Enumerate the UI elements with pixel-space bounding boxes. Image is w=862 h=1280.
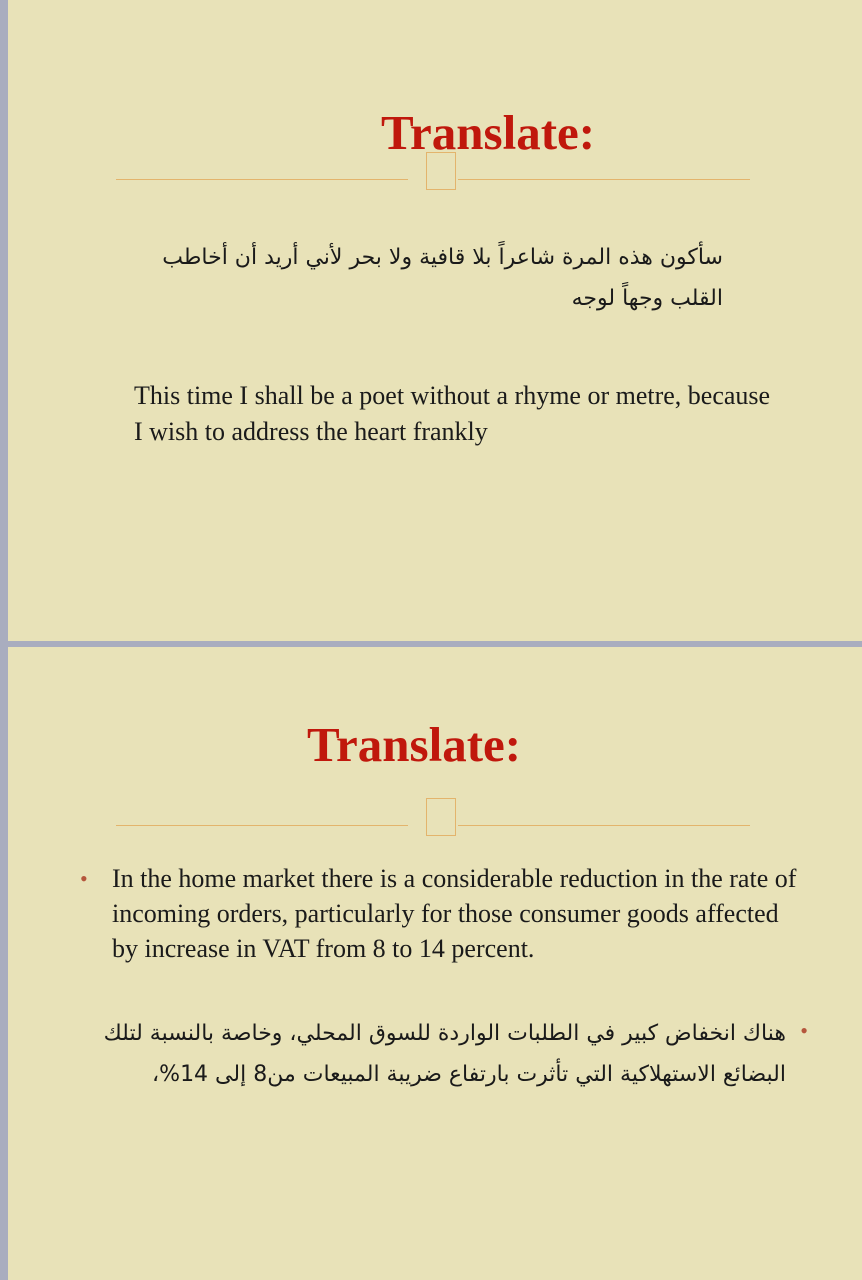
bullet-text: In the home market there is a considerable reduction in the rate of incoming orders, particularly for those consumer goods affected by increase in VAT from 8 to 14 percent. [112, 864, 797, 963]
english-translation-text: This time I shall be a poet without a rhyme or metre, because I wish to address the heart frankly [134, 381, 771, 446]
slide-2 [8, 647, 862, 1280]
title-divider [116, 798, 750, 842]
bullet-dot-icon: • [80, 866, 88, 891]
divider-box [426, 798, 456, 836]
divider-line-left [116, 179, 408, 180]
divider-box [426, 152, 456, 190]
divider-line-left [116, 825, 408, 826]
slide-title: Translate: [307, 717, 522, 772]
arabic-source-text: سأكون هذه المرة شاعراً بلا قافية ولا بحر لأني أريد أن أخاطب القلب وجهاً لوجه [162, 245, 723, 311]
bullet-dot-icon: • [800, 1018, 808, 1043]
divider-line-right [458, 825, 750, 826]
slide-title: Translate: [381, 105, 596, 160]
divider-line-right [458, 179, 750, 180]
slide-1 [8, 0, 862, 641]
title-divider [116, 152, 750, 196]
bullet-text: هناك انخفاض كبير في الطلبات الواردة للسوق المحلي، وخاصة بالنسبة لتلك البضائع الاستهلاكية التي تأثرت بارتفاع ضريبة المبيعات من8 إلى 14%، [103, 1021, 786, 1087]
